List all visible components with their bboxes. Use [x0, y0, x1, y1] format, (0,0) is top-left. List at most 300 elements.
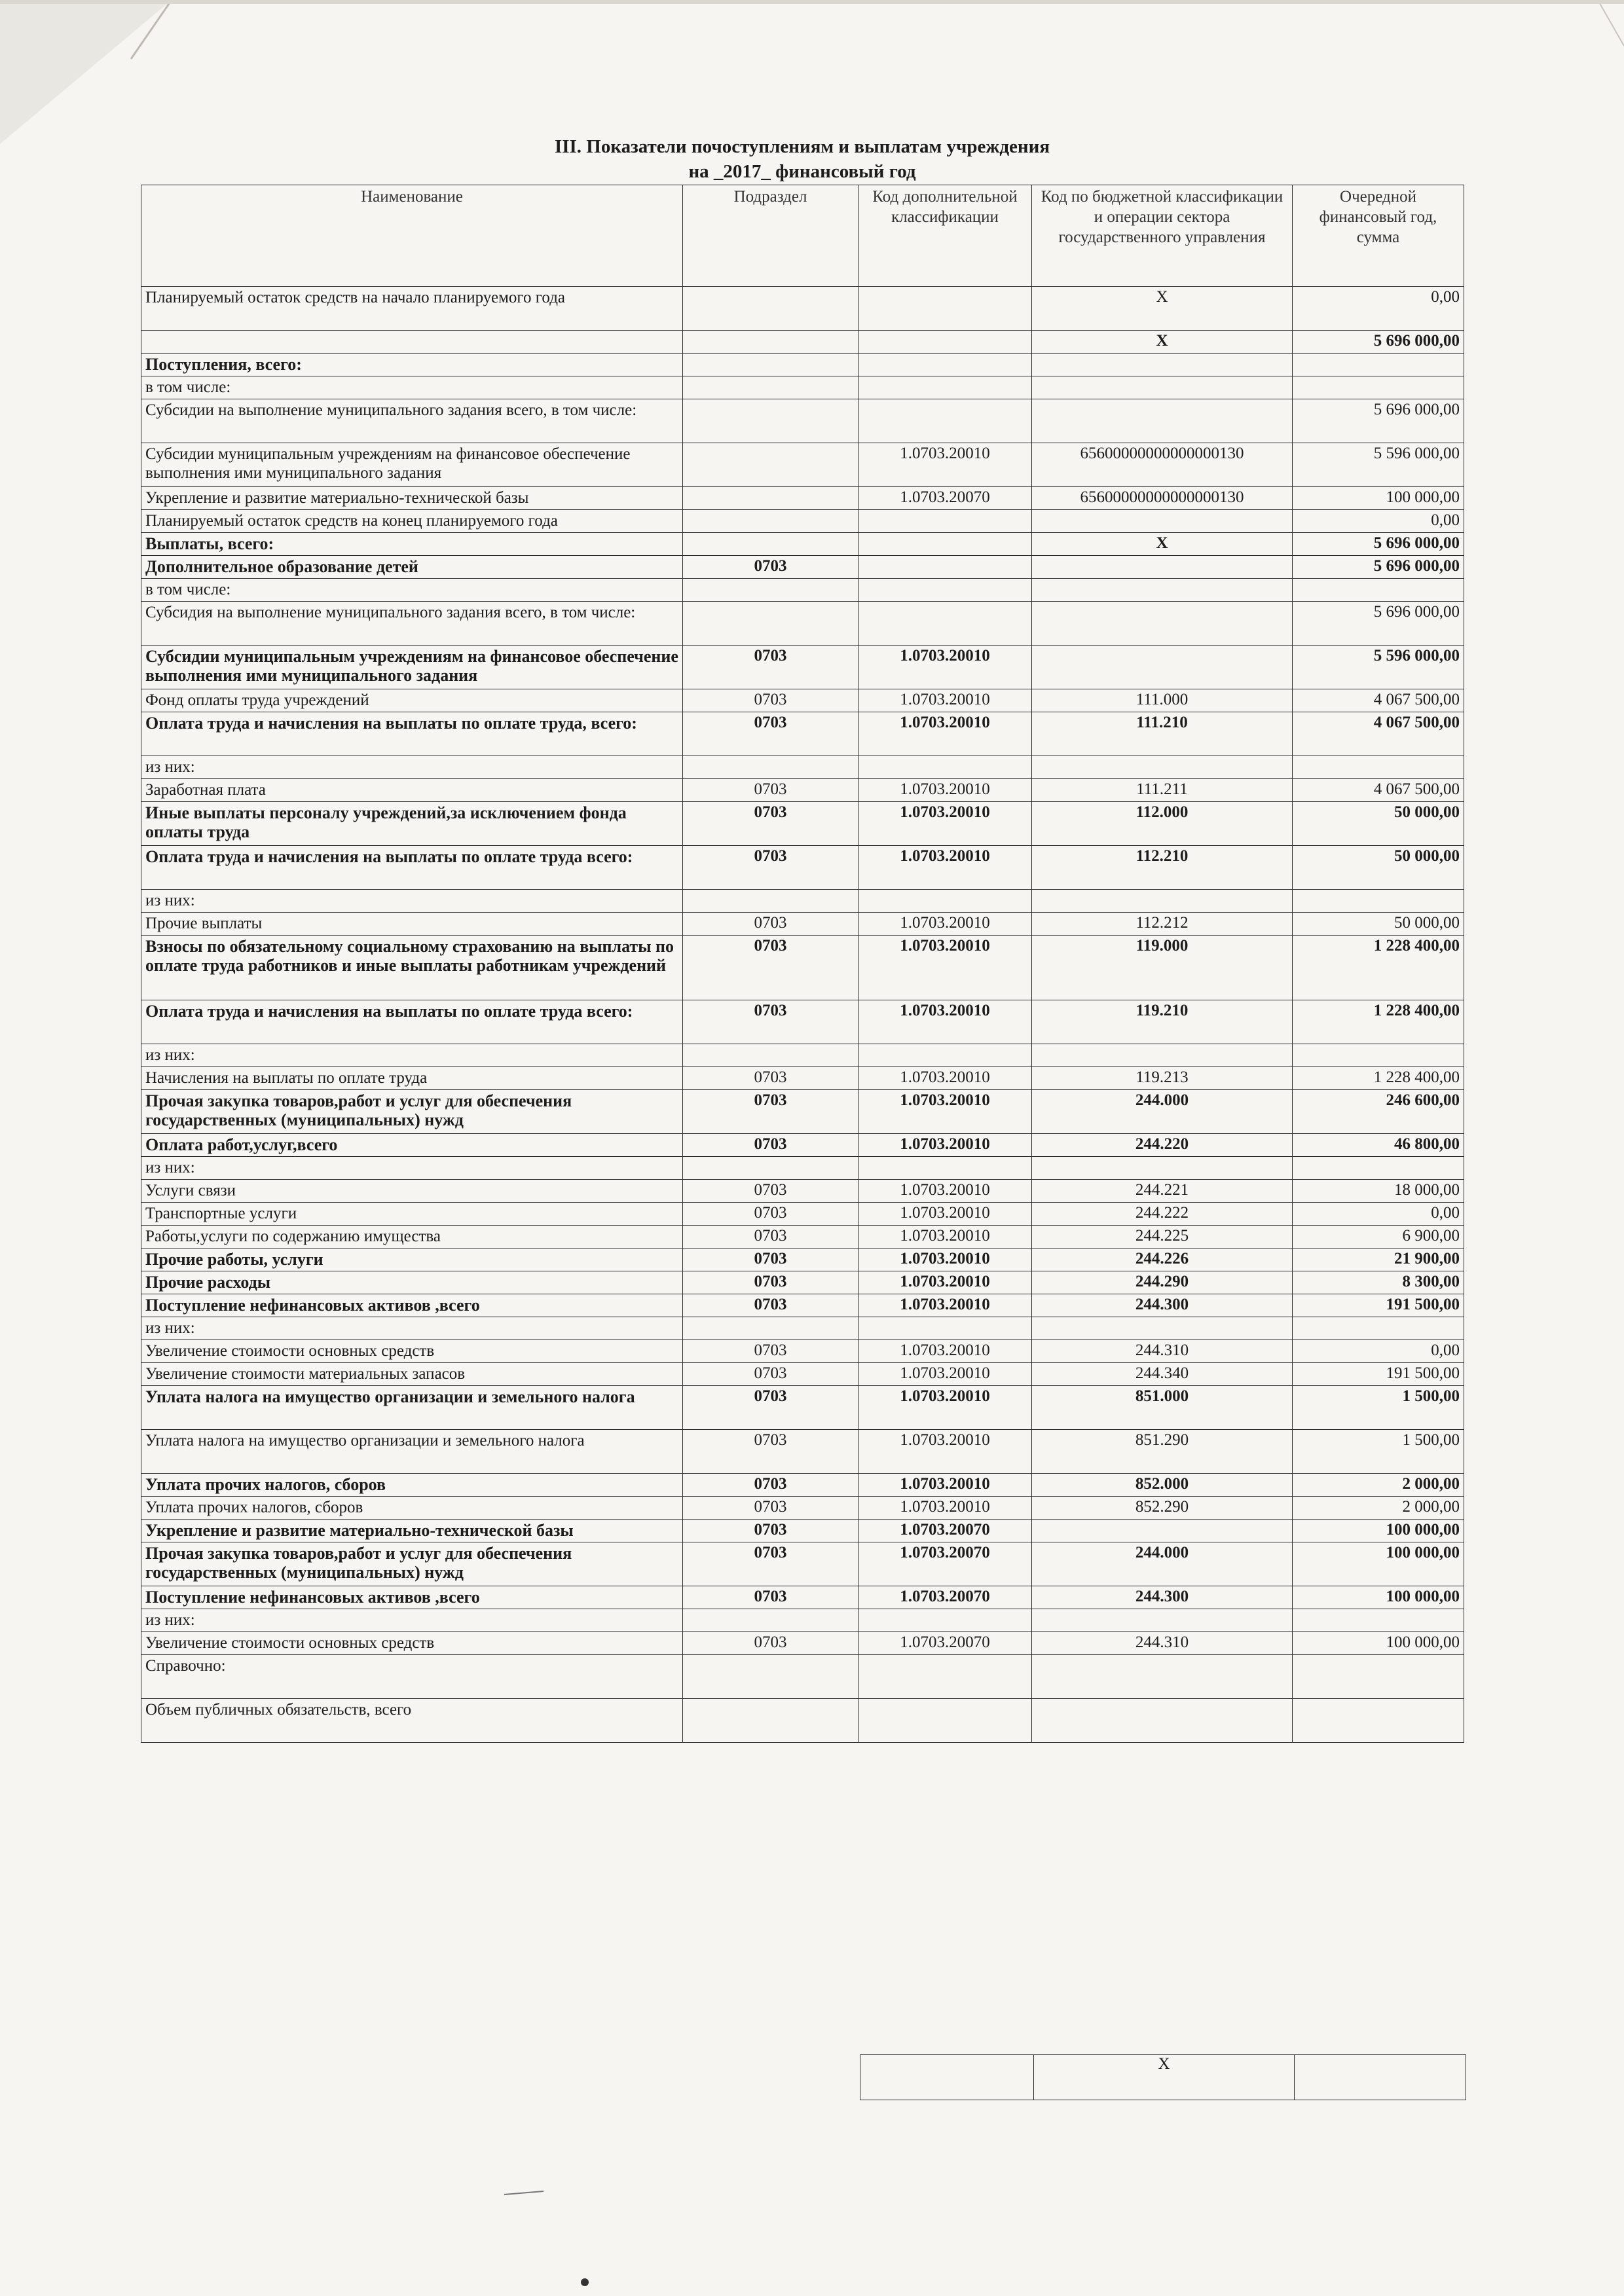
row-sum: 5 696 000,00	[1293, 533, 1464, 556]
row-name: Поступления, всего:	[141, 354, 683, 376]
row-budget-code: Х	[1032, 533, 1293, 556]
row-subsection: 0703	[683, 1226, 858, 1248]
row-name: Оплата труда и начисления на выплаты по оплате труда всего:	[141, 846, 683, 890]
table-row	[141, 890, 1464, 913]
table-row	[141, 1000, 1464, 1044]
row-sum: 1 228 400,00	[1293, 1067, 1464, 1090]
table-row	[141, 1157, 1464, 1180]
row-additional-code: 1.0703.20010	[858, 1203, 1032, 1226]
row-budget-code: 244.226	[1032, 1248, 1293, 1271]
table-row	[141, 1317, 1464, 1340]
row-budget-code	[1032, 890, 1293, 913]
table-row	[141, 1474, 1464, 1497]
row-sum	[1293, 579, 1464, 602]
table-row	[141, 1632, 1464, 1655]
table-row	[141, 1340, 1464, 1363]
row-name: Увеличение стоимости основных средств	[141, 1632, 683, 1655]
row-subsection	[683, 1044, 858, 1067]
row-budget-code: 244.220	[1032, 1134, 1293, 1157]
row-name: Уплата налога на имущество организации и земельного налога	[141, 1386, 683, 1430]
table-row	[141, 802, 1464, 846]
row-subsection: 0703	[683, 1474, 858, 1497]
row-additional-code: 1.0703.20010	[858, 1386, 1032, 1430]
row-budget-code	[1032, 556, 1293, 579]
row-budget-code	[1032, 1609, 1293, 1632]
row-subsection	[683, 376, 858, 399]
row-name: Выплаты, всего:	[141, 533, 683, 556]
row-additional-code: 1.0703.20010	[858, 779, 1032, 802]
row-additional-code	[858, 1044, 1032, 1067]
table-row	[141, 354, 1464, 376]
row-name: Справочно:	[141, 1655, 683, 1699]
row-sum: 100 000,00	[1293, 1586, 1464, 1609]
row-name: Увеличение стоимости материальных запасов	[141, 1363, 683, 1386]
table-row	[141, 1180, 1464, 1203]
row-subsection	[683, 287, 858, 331]
row-subsection	[683, 399, 858, 443]
row-additional-code: 1.0703.20070	[858, 1586, 1032, 1609]
tail-sum-cell	[1295, 2055, 1466, 2100]
row-additional-code: 1.0703.20010	[858, 1497, 1032, 1520]
header-name: Наименование	[141, 185, 683, 287]
row-additional-code: 1.0703.20010	[858, 689, 1032, 712]
row-subsection	[683, 443, 858, 487]
row-budget-code	[1032, 756, 1293, 779]
row-subsection: 0703	[683, 802, 858, 846]
row-sum: 0,00	[1293, 1203, 1464, 1226]
row-sum	[1293, 354, 1464, 376]
row-budget-code	[1032, 376, 1293, 399]
table-row	[141, 579, 1464, 602]
row-name: из них:	[141, 1609, 683, 1632]
row-sum: 50 000,00	[1293, 913, 1464, 936]
row-name: Укрепление и развитие материально-технической базы	[141, 487, 683, 510]
row-subsection: 0703	[683, 1090, 858, 1134]
table-row	[141, 556, 1464, 579]
table-row	[141, 1271, 1464, 1294]
table-row	[141, 1655, 1464, 1699]
row-budget-code: 851.290	[1032, 1430, 1293, 1474]
row-subsection: 0703	[683, 556, 858, 579]
row-sum: 2 000,00	[1293, 1474, 1464, 1497]
tail-code-cell	[860, 2055, 1034, 2100]
row-sum: 1 500,00	[1293, 1386, 1464, 1430]
row-additional-code: 1.0703.20010	[858, 1430, 1032, 1474]
row-budget-code: 244.310	[1032, 1340, 1293, 1363]
row-name: Заработная плата	[141, 779, 683, 802]
row-sum: 50 000,00	[1293, 846, 1464, 890]
row-sum: 5 696 000,00	[1293, 556, 1464, 579]
row-subsection: 0703	[683, 1340, 858, 1363]
table-row	[141, 1542, 1464, 1586]
row-budget-code: 65600000000000000130	[1032, 487, 1293, 510]
row-budget-code: 111.210	[1032, 712, 1293, 756]
row-additional-code: 1.0703.20010	[858, 936, 1032, 1000]
row-sum: 100 000,00	[1293, 1520, 1464, 1542]
row-sum: 1 500,00	[1293, 1430, 1464, 1474]
table-row	[141, 1699, 1464, 1743]
table-row	[141, 689, 1464, 712]
row-name: Фонд оплаты труда учреждений	[141, 689, 683, 712]
table-row	[141, 1294, 1464, 1317]
row-subsection: 0703	[683, 1000, 858, 1044]
row-sum: 21 900,00	[1293, 1248, 1464, 1271]
row-name: Иные выплаты персоналу учреждений,за исключением фонда оплаты труда	[141, 802, 683, 846]
header-additional-code: Код дополнительной классификации	[858, 185, 1032, 287]
row-sum	[1293, 1609, 1464, 1632]
row-additional-code	[858, 399, 1032, 443]
row-subsection	[683, 510, 858, 533]
row-budget-code: 244.222	[1032, 1203, 1293, 1226]
row-sum: 5 696 000,00	[1293, 602, 1464, 646]
header-subsection: Подраздел	[683, 185, 858, 287]
row-budget-code: 65600000000000000130	[1032, 443, 1293, 487]
row-budget-code: Х	[1032, 287, 1293, 331]
row-budget-code	[1032, 399, 1293, 443]
row-name: в том числе:	[141, 579, 683, 602]
row-sum	[1293, 756, 1464, 779]
row-budget-code: 244.300	[1032, 1586, 1293, 1609]
tail-kbk-cell: Х	[1034, 2055, 1295, 2100]
row-name: Прочая закупка товаров,работ и услуг для обеспечения государственных (муниципальных) нужд	[141, 1090, 683, 1134]
row-subsection: 0703	[683, 1497, 858, 1520]
row-budget-code: 244.300	[1032, 1294, 1293, 1317]
row-budget-code	[1032, 602, 1293, 646]
row-sum: 18 000,00	[1293, 1180, 1464, 1203]
row-subsection: 0703	[683, 1632, 858, 1655]
row-additional-code	[858, 756, 1032, 779]
row-name: Дополнительное образование детей	[141, 556, 683, 579]
tail-cells	[860, 2054, 1466, 2100]
row-additional-code	[858, 1655, 1032, 1699]
row-budget-code	[1032, 1044, 1293, 1067]
row-name: Услуги связи	[141, 1180, 683, 1203]
indicators-table	[141, 185, 1464, 1743]
row-sum	[1293, 376, 1464, 399]
row-subsection	[683, 1699, 858, 1743]
row-additional-code: 1.0703.20010	[858, 802, 1032, 846]
table-row	[141, 487, 1464, 510]
row-name: из них:	[141, 890, 683, 913]
row-sum: 4 067 500,00	[1293, 779, 1464, 802]
row-additional-code	[858, 287, 1032, 331]
row-sum: 100 000,00	[1293, 1542, 1464, 1586]
row-subsection: 0703	[683, 1520, 858, 1542]
row-additional-code: 1.0703.20010	[858, 443, 1032, 487]
table-row	[141, 602, 1464, 646]
row-additional-code: 1.0703.20010	[858, 1000, 1032, 1044]
row-subsection: 0703	[683, 936, 858, 1000]
row-subsection: 0703	[683, 1294, 858, 1317]
row-budget-code: 112.210	[1032, 846, 1293, 890]
row-sum: 100 000,00	[1293, 487, 1464, 510]
row-additional-code	[858, 602, 1032, 646]
row-name: Увеличение стоимости основных средств	[141, 1340, 683, 1363]
table-row	[141, 1067, 1464, 1090]
row-subsection: 0703	[683, 712, 858, 756]
header-budget-code: Код по бюджетной классификации и операции сектора государственного управления	[1032, 185, 1293, 287]
row-additional-code	[858, 510, 1032, 533]
row-subsection: 0703	[683, 646, 858, 689]
row-additional-code: 1.0703.20010	[858, 1090, 1032, 1134]
table-row	[141, 756, 1464, 779]
row-additional-code	[858, 331, 1032, 354]
row-name: Субсидии муниципальным учреждениям на финансовое обеспечение выполнения ими муниципального задания	[141, 646, 683, 689]
row-name: Оплата труда и начисления на выплаты по оплате труда всего:	[141, 1000, 683, 1044]
table-row	[141, 1586, 1464, 1609]
row-subsection: 0703	[683, 1586, 858, 1609]
row-budget-code: 852.000	[1032, 1474, 1293, 1497]
row-additional-code: 1.0703.20070	[858, 487, 1032, 510]
row-budget-code: 244.310	[1032, 1632, 1293, 1655]
row-sum: 0,00	[1293, 1340, 1464, 1363]
row-budget-code: 244.225	[1032, 1226, 1293, 1248]
row-sum: 1 228 400,00	[1293, 1000, 1464, 1044]
row-subsection	[683, 487, 858, 510]
row-name: Прочие работы, услуги	[141, 1248, 683, 1271]
row-additional-code	[858, 1609, 1032, 1632]
row-subsection	[683, 756, 858, 779]
row-name: из них:	[141, 1044, 683, 1067]
row-sum: 100 000,00	[1293, 1632, 1464, 1655]
row-additional-code	[858, 1157, 1032, 1180]
row-sum: 5 596 000,00	[1293, 443, 1464, 487]
row-name: Оплата работ,услуг,всего	[141, 1134, 683, 1157]
row-additional-code: 1.0703.20010	[858, 1363, 1032, 1386]
row-name: Поступление нефинансовых активов ,всего	[141, 1294, 683, 1317]
row-budget-code	[1032, 1520, 1293, 1542]
row-sum: 0,00	[1293, 287, 1464, 331]
row-sum: 1 228 400,00	[1293, 936, 1464, 1000]
row-additional-code: 1.0703.20070	[858, 1520, 1032, 1542]
report-title	[393, 134, 1211, 184]
row-name: Транспортные услуги	[141, 1203, 683, 1226]
row-name: Укрепление и развитие материально-технической базы	[141, 1520, 683, 1542]
table-row	[141, 533, 1464, 556]
row-additional-code	[858, 354, 1032, 376]
row-sum: 46 800,00	[1293, 1134, 1464, 1157]
row-budget-code	[1032, 1655, 1293, 1699]
row-additional-code: 1.0703.20010	[858, 1294, 1032, 1317]
row-subsection	[683, 1317, 858, 1340]
row-budget-code: 244.221	[1032, 1180, 1293, 1203]
row-budget-code: 119.213	[1032, 1067, 1293, 1090]
row-name: Планируемый остаток средств на конец планируемого года	[141, 510, 683, 533]
row-name: Работы,услуги по содержанию имущества	[141, 1226, 683, 1248]
row-budget-code: 119.210	[1032, 1000, 1293, 1044]
row-subsection: 0703	[683, 1203, 858, 1226]
row-sum: 246 600,00	[1293, 1090, 1464, 1134]
row-additional-code: 1.0703.20010	[858, 913, 1032, 936]
row-additional-code: 1.0703.20010	[858, 1180, 1032, 1203]
row-name: Поступление нефинансовых активов ,всего	[141, 1586, 683, 1609]
table-row	[141, 1044, 1464, 1067]
row-budget-code: 111.000	[1032, 689, 1293, 712]
row-name: Прочая закупка товаров,работ и услуг для обеспечения государственных (муниципальных) нужд	[141, 1542, 683, 1586]
row-name: Начисления на выплаты по оплате труда	[141, 1067, 683, 1090]
row-additional-code	[858, 376, 1032, 399]
row-sum	[1293, 890, 1464, 913]
table-row	[141, 1363, 1464, 1386]
row-subsection	[683, 354, 858, 376]
row-subsection: 0703	[683, 1134, 858, 1157]
table-row	[141, 1248, 1464, 1271]
row-budget-code	[1032, 1317, 1293, 1340]
table-row	[141, 1430, 1464, 1474]
tail-row	[860, 2055, 1466, 2100]
title-line-2: на _2017_ финансовый год	[688, 161, 916, 182]
table-row	[141, 646, 1464, 689]
table-row	[141, 1203, 1464, 1226]
row-additional-code: 1.0703.20010	[858, 1271, 1032, 1294]
row-name: Взносы по обязательному социальному страхованию на выплаты по оплате труда работников и иные выплаты работникам учреждений	[141, 936, 683, 1000]
table-row	[141, 1090, 1464, 1134]
row-budget-code	[1032, 354, 1293, 376]
row-name: Субсидии на выполнение муниципального задания всего, в том числе:	[141, 399, 683, 443]
row-subsection	[683, 1655, 858, 1699]
row-additional-code: 1.0703.20010	[858, 1134, 1032, 1157]
row-sum: 5 696 000,00	[1293, 399, 1464, 443]
row-subsection	[683, 890, 858, 913]
row-name: Уплата прочих налогов, сборов	[141, 1497, 683, 1520]
row-name: Объем публичных обязательств, всего	[141, 1699, 683, 1743]
table-row	[141, 1520, 1464, 1542]
row-additional-code	[858, 1699, 1032, 1743]
row-sum: 50 000,00	[1293, 802, 1464, 846]
row-name: из них:	[141, 1317, 683, 1340]
row-name: Субсидии муниципальным учреждениям на финансовое обеспечение выполнения ими муниципального задания	[141, 443, 683, 487]
row-subsection: 0703	[683, 1248, 858, 1271]
row-subsection: 0703	[683, 779, 858, 802]
row-budget-code	[1032, 579, 1293, 602]
row-subsection: 0703	[683, 1386, 858, 1430]
row-sum: 8 300,00	[1293, 1271, 1464, 1294]
row-additional-code: 1.0703.20070	[858, 1632, 1032, 1655]
row-name	[141, 331, 683, 354]
row-subsection: 0703	[683, 1180, 858, 1203]
row-budget-code: 111.211	[1032, 779, 1293, 802]
row-additional-code: 1.0703.20070	[858, 1542, 1032, 1586]
row-additional-code: 1.0703.20010	[858, 846, 1032, 890]
row-subsection: 0703	[683, 913, 858, 936]
table-row	[141, 399, 1464, 443]
table-row	[141, 443, 1464, 487]
row-subsection: 0703	[683, 1430, 858, 1474]
table-row	[141, 712, 1464, 756]
header-sum: Очередной финансовый год, сумма	[1293, 185, 1464, 287]
row-additional-code: 1.0703.20010	[858, 712, 1032, 756]
header-row	[141, 185, 1464, 287]
row-sum: 6 900,00	[1293, 1226, 1464, 1248]
table-row	[141, 1609, 1464, 1632]
table-row	[141, 510, 1464, 533]
row-budget-code: 112.212	[1032, 913, 1293, 936]
row-sum	[1293, 1655, 1464, 1699]
row-budget-code: 119.000	[1032, 936, 1293, 1000]
row-additional-code: 1.0703.20010	[858, 646, 1032, 689]
row-budget-code: 244.340	[1032, 1363, 1293, 1386]
table-row	[141, 1386, 1464, 1430]
row-subsection: 0703	[683, 1542, 858, 1586]
row-sum: 5 596 000,00	[1293, 646, 1464, 689]
row-subsection: 0703	[683, 1067, 858, 1090]
row-sum: 4 067 500,00	[1293, 689, 1464, 712]
row-name: Прочие выплаты	[141, 913, 683, 936]
row-budget-code: 112.000	[1032, 802, 1293, 846]
table-row	[141, 1134, 1464, 1157]
row-additional-code: 1.0703.20010	[858, 1067, 1032, 1090]
row-subsection	[683, 331, 858, 354]
row-subsection	[683, 579, 858, 602]
row-budget-code	[1032, 1157, 1293, 1180]
row-additional-code	[858, 890, 1032, 913]
row-budget-code: 244.000	[1032, 1542, 1293, 1586]
row-name: из них:	[141, 756, 683, 779]
row-additional-code: 1.0703.20010	[858, 1248, 1032, 1271]
row-sum	[1293, 1044, 1464, 1067]
row-name: Планируемый остаток средств на начало планируемого года	[141, 287, 683, 331]
row-name: Оплата труда и начисления на выплаты по оплате труда, всего:	[141, 712, 683, 756]
row-sum: 4 067 500,00	[1293, 712, 1464, 756]
row-subsection: 0703	[683, 1363, 858, 1386]
table-row	[141, 376, 1464, 399]
row-name: из них:	[141, 1157, 683, 1180]
row-budget-code	[1032, 510, 1293, 533]
row-subsection	[683, 1157, 858, 1180]
row-budget-code	[1032, 646, 1293, 689]
table-row	[141, 846, 1464, 890]
row-subsection	[683, 1609, 858, 1632]
row-name: Субсидия на выполнение муниципального задания всего, в том числе:	[141, 602, 683, 646]
row-subsection	[683, 602, 858, 646]
row-budget-code: 244.290	[1032, 1271, 1293, 1294]
table-row	[141, 913, 1464, 936]
row-sum: 191 500,00	[1293, 1363, 1464, 1386]
row-sum	[1293, 1317, 1464, 1340]
row-sum: 0,00	[1293, 510, 1464, 533]
row-additional-code	[858, 579, 1032, 602]
row-sum	[1293, 1699, 1464, 1743]
row-additional-code	[858, 533, 1032, 556]
row-additional-code: 1.0703.20010	[858, 1474, 1032, 1497]
table-row	[141, 1497, 1464, 1520]
row-name: Уплата налога на имущество организации и земельного налога	[141, 1430, 683, 1474]
row-name: Прочие расходы	[141, 1271, 683, 1294]
row-additional-code: 1.0703.20010	[858, 1226, 1032, 1248]
row-subsection: 0703	[683, 1271, 858, 1294]
table-row	[141, 1226, 1464, 1248]
row-sum: 2 000,00	[1293, 1497, 1464, 1520]
row-additional-code: 1.0703.20010	[858, 1340, 1032, 1363]
row-name: Уплата прочих налогов, сборов	[141, 1474, 683, 1497]
row-additional-code	[858, 1317, 1032, 1340]
row-subsection: 0703	[683, 846, 858, 890]
row-sum: 5 696 000,00	[1293, 331, 1464, 354]
row-subsection: 0703	[683, 689, 858, 712]
row-subsection	[683, 533, 858, 556]
table-row	[141, 331, 1464, 354]
table-row	[141, 936, 1464, 1000]
table-row	[141, 779, 1464, 802]
row-additional-code	[858, 556, 1032, 579]
row-sum	[1293, 1157, 1464, 1180]
table-row	[141, 287, 1464, 331]
row-budget-code: Х	[1032, 331, 1293, 354]
title-line-1: III. Показатели почоступлениям и выплатам учреждения	[554, 136, 1050, 157]
row-name: в том числе:	[141, 376, 683, 399]
row-budget-code: 852.290	[1032, 1497, 1293, 1520]
row-budget-code: 244.000	[1032, 1090, 1293, 1134]
